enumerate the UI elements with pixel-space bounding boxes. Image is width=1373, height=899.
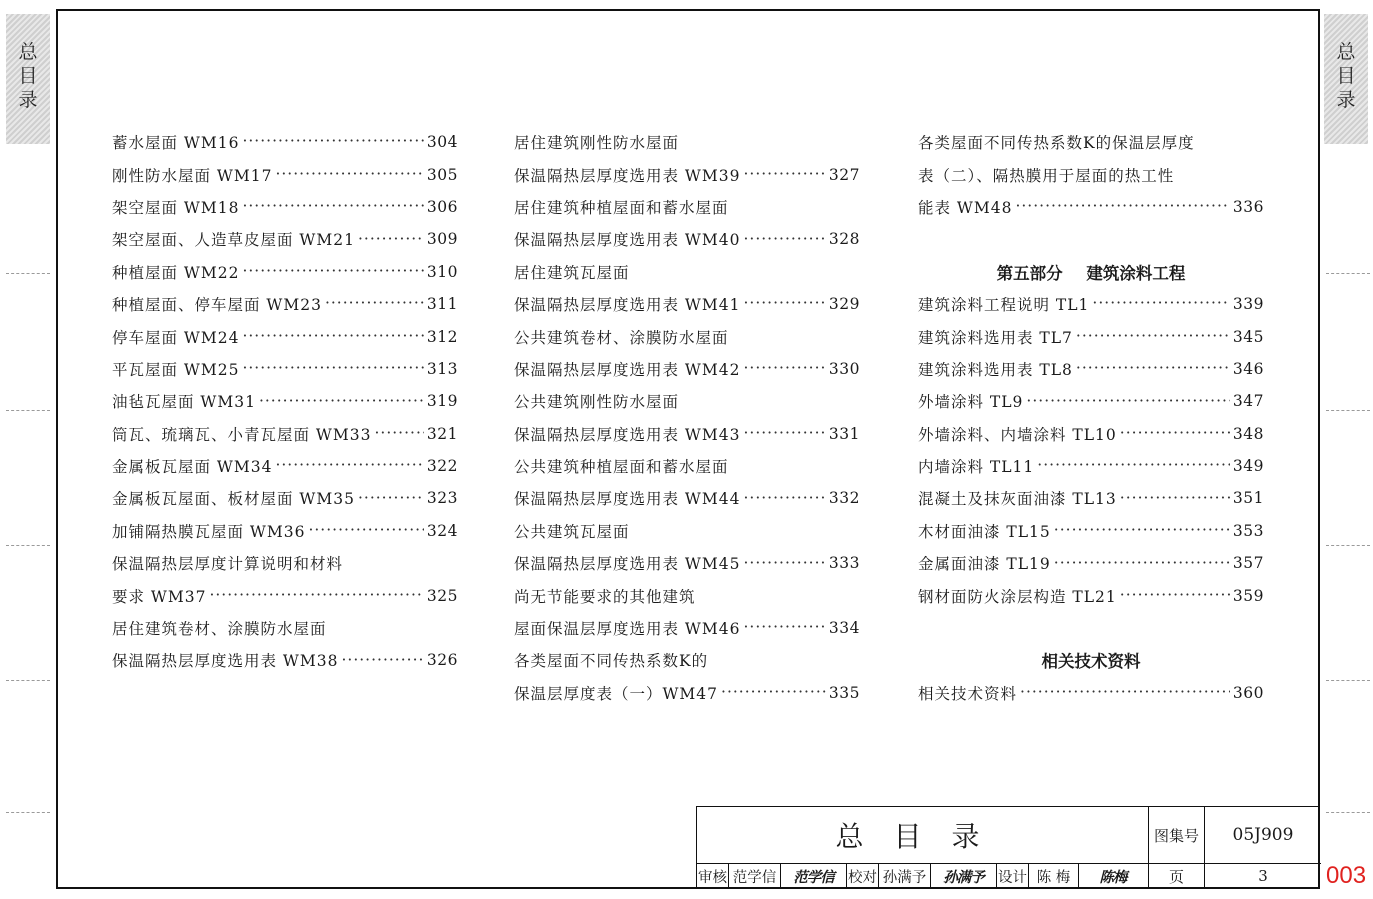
toc-entry-page: 323 [426, 489, 458, 508]
toc-entry [918, 677, 1264, 709]
toc-entry [918, 579, 1264, 611]
toc-leader-dots [1076, 329, 1230, 345]
toc-leader-dots [721, 685, 826, 701]
toc-entry-page: 321 [426, 424, 458, 443]
toc-leader-dots [1026, 394, 1229, 410]
toc-entry-label: 保温隔热层厚度选用表 WM44 [514, 490, 741, 509]
toc-entry-page: 324 [426, 521, 458, 540]
toc-entry-label: 种植屋面 WM22 [112, 263, 240, 282]
toc-leader-dots [209, 588, 423, 604]
toc-entry [514, 644, 860, 676]
side-tab-char: 目 [1336, 65, 1356, 87]
toc-entry [112, 418, 458, 450]
toc-entry-label: 油毡瓦屋面 WM31 [112, 393, 256, 412]
edge-mark [1326, 410, 1370, 411]
checker-name: 孙满予 [879, 864, 931, 888]
designer-name: 陈 梅 [1029, 864, 1079, 888]
toc-leader-dots [358, 232, 424, 248]
signature-row [697, 864, 1149, 888]
toc-entry [112, 450, 458, 482]
toc-leader-dots [743, 232, 825, 248]
toc-leader-dots [242, 329, 423, 345]
toc-entry-label: 架空屋面 WM18 [112, 198, 240, 217]
toc-leader-dots [1037, 458, 1230, 474]
toc-entry-label: 平瓦屋面 WM25 [112, 360, 240, 379]
toc-leader-dots [358, 491, 424, 507]
toc-entry [918, 353, 1264, 385]
toc-entry-page: 310 [426, 262, 458, 281]
toc-entry-page: 332 [828, 489, 860, 508]
toc-entry-label: 外墙涂料、内墙涂料 TL10 [918, 425, 1117, 444]
toc-entry-page: 319 [426, 392, 458, 411]
section-heading: 相关技术资料 [1041, 652, 1141, 672]
toc-entry [112, 353, 458, 385]
toc-entry [514, 418, 860, 450]
toc-entry-label: 钢材面防火涂层构造 TL21 [918, 587, 1117, 606]
toc-entry-page: 305 [426, 165, 458, 184]
toc-entry-label: 金属板瓦屋面、板材屋面 WM35 [112, 490, 355, 509]
toc-spacer [918, 612, 1264, 644]
toc-entry-label: 保温隔热层厚度选用表 WM38 [112, 652, 339, 671]
toc-entry-page: 351 [1232, 489, 1264, 508]
title-block-title: 总目录 [697, 807, 1149, 864]
toc-entry [112, 320, 458, 352]
toc-entry-page: 309 [426, 230, 458, 249]
toc-leader-dots [743, 491, 825, 507]
atlas-label: 图集号 [1149, 807, 1205, 864]
toc-leader-dots [242, 264, 423, 280]
review-label: 审核 [697, 864, 729, 888]
toc-entry-label: 木材面油漆 TL15 [918, 522, 1051, 541]
toc-entry-label: 停车屋面 WM24 [112, 328, 240, 347]
title-block [696, 806, 1320, 889]
toc-entry-page: 331 [828, 424, 860, 443]
toc-leader-dots [743, 556, 825, 572]
toc-entry-label: 保温层厚度表（一）WM47 [514, 684, 719, 703]
toc-entry [112, 644, 458, 676]
check-label: 校对 [847, 864, 879, 888]
toc-entry-page: 345 [1232, 327, 1264, 346]
toc-entry [514, 256, 860, 288]
toc-leader-dots [1054, 523, 1230, 539]
toc-entry-label: 外墙涂料 TL9 [918, 393, 1024, 412]
toc-entry [514, 515, 860, 547]
toc-column-1 [112, 126, 458, 677]
toc-entry-page: 330 [828, 359, 860, 378]
toc-entry-label: 保温隔热层厚度选用表 WM42 [514, 360, 741, 379]
toc-entry-label: 保温隔热层厚度选用表 WM40 [514, 231, 741, 250]
toc-leader-dots [1120, 588, 1230, 604]
toc-leader-dots [743, 167, 825, 183]
toc-entry-label: 公共建筑刚性防水屋面 [514, 393, 680, 412]
toc-leader-dots [1120, 426, 1230, 442]
toc-entry [112, 385, 458, 417]
toc-entry-page: 348 [1232, 424, 1264, 443]
toc-leader-dots [259, 394, 424, 410]
toc-leader-dots [1015, 199, 1229, 215]
toc-entry-page: 312 [426, 327, 458, 346]
toc-leader-dots [1054, 556, 1230, 572]
toc-entry-label: 金属板瓦屋面 WM34 [112, 458, 273, 477]
edge-mark [1326, 812, 1370, 813]
toc-entry-page: 334 [828, 619, 860, 638]
toc-leader-dots [325, 296, 424, 312]
toc-leader-dots [743, 361, 825, 377]
toc-column-2 [514, 126, 860, 709]
toc-entry-page: 347 [1232, 392, 1264, 411]
toc-entry-label: 加铺隔热膜瓦屋面 WM36 [112, 522, 306, 541]
toc-leader-dots [1120, 491, 1230, 507]
toc-leader-dots [242, 361, 423, 377]
toc-leader-dots [242, 199, 423, 215]
toc-entry-label: 公共建筑种植屋面和蓄水屋面 [514, 458, 729, 477]
toc-entry [514, 191, 860, 223]
toc-leader-dots [1020, 685, 1230, 701]
page-label: 页 [1149, 864, 1205, 888]
toc-entry [112, 158, 458, 190]
atlas-number: 05J909 [1205, 807, 1321, 864]
edge-mark [6, 680, 50, 681]
toc-leader-dots [275, 167, 423, 183]
toc-leader-dots [341, 653, 423, 669]
toc-entry-label: 各类屋面不同传热系数K的 [514, 652, 709, 671]
edge-mark [1326, 273, 1370, 274]
edge-mark [6, 273, 50, 274]
toc-entry-label: 居住建筑刚性防水屋面 [514, 134, 680, 153]
toc-entry-label: 保温隔热层厚度选用表 WM43 [514, 425, 741, 444]
toc-entry [112, 223, 458, 255]
toc-entry [514, 547, 860, 579]
toc-leader-dots [1092, 296, 1229, 312]
toc-entry [918, 450, 1264, 482]
toc-entry-label: 混凝土及抹灰面油漆 TL13 [918, 490, 1117, 509]
toc-entry-page: 325 [426, 586, 458, 605]
toc-entry-page: 322 [426, 457, 458, 476]
side-tab-left [6, 14, 50, 144]
toc-entry [112, 126, 458, 158]
reviewer-name: 范学信 [729, 864, 781, 888]
toc-entry-label: 居住建筑瓦屋面 [514, 263, 630, 282]
toc-entry-page: 339 [1232, 295, 1264, 314]
toc-entry-label: 居住建筑种植屋面和蓄水屋面 [514, 198, 729, 217]
edge-mark [1326, 680, 1370, 681]
toc-entry-page: 335 [828, 683, 860, 702]
toc-entry-label: 蓄水屋面 WM16 [112, 134, 240, 153]
toc-entry [514, 482, 860, 514]
side-tab-char: 录 [1336, 89, 1356, 111]
toc-entry-page: 326 [426, 651, 458, 670]
toc-leader-dots [743, 296, 825, 312]
side-tab-right [1324, 14, 1368, 144]
toc-entry [918, 191, 1264, 223]
toc-entry-label: 保温隔热层厚度选用表 WM39 [514, 166, 741, 185]
toc-entry [514, 353, 860, 385]
toc-entry [918, 320, 1264, 352]
toc-leader-dots [743, 620, 825, 636]
toc-entry [514, 288, 860, 320]
toc-entry [112, 515, 458, 547]
toc-leader-dots [743, 426, 825, 442]
side-tab-char: 目 [18, 65, 38, 87]
toc-entry-page: 360 [1232, 683, 1264, 702]
reviewer-signature: 范学信 [781, 864, 847, 888]
toc-entry-label: 公共建筑卷材、涂膜防水屋面 [514, 328, 729, 347]
side-tab-char: 总 [18, 41, 38, 63]
toc-entry-page: 357 [1232, 554, 1264, 573]
toc-entry-label: 建筑涂料选用表 TL7 [918, 328, 1073, 347]
toc-entry [918, 515, 1264, 547]
toc-entry-label: 内墙涂料 TL11 [918, 458, 1035, 477]
edge-mark [6, 812, 50, 813]
toc-column-3 [918, 126, 1264, 709]
toc-entry-label: 屋面保温层厚度选用表 WM46 [514, 620, 741, 639]
edge-mark [1326, 545, 1370, 546]
toc-leader-dots [275, 458, 423, 474]
design-label: 设计 [997, 864, 1029, 888]
toc-entry-label: 各类屋面不同传热系数K的保温层厚度 [918, 134, 1195, 153]
toc-entry [514, 158, 860, 190]
toc-leader-dots [242, 134, 423, 150]
toc-entry-label: 建筑涂料工程说明 TL1 [918, 296, 1090, 315]
toc-entry [514, 450, 860, 482]
toc-entry-label: 保温隔热层厚度选用表 WM41 [514, 296, 741, 315]
toc-entry-label: 保温隔热层厚度计算说明和材料 [112, 555, 344, 574]
toc-entry-label: 保温隔热层厚度选用表 WM45 [514, 555, 741, 574]
toc-entry [918, 158, 1264, 190]
toc-entry-label: 筒瓦、琉璃瓦、小青瓦屋面 WM33 [112, 425, 372, 444]
toc-entry-page: 327 [828, 165, 860, 184]
sheet-number: 003 [1326, 862, 1367, 889]
toc-entry [514, 223, 860, 255]
toc-entry [918, 126, 1264, 158]
toc-entry-label: 要求 WM37 [112, 587, 207, 606]
toc-entry [112, 547, 458, 579]
toc-entry-page: 336 [1232, 197, 1264, 216]
toc-entry [918, 418, 1264, 450]
designer-signature: 陈梅 [1099, 868, 1127, 886]
toc-entry-page: 311 [426, 295, 458, 314]
toc-entry-label: 相关技术资料 [918, 684, 1018, 703]
toc-entry [918, 385, 1264, 417]
toc-entry-label: 表（二）、隔热膜用于屋面的热工性 [918, 166, 1175, 185]
toc-entry-page: 313 [426, 359, 458, 378]
toc-leader-dots [374, 426, 423, 442]
toc-entry-page: 329 [828, 295, 860, 314]
toc-entry [918, 547, 1264, 579]
toc-entry-label: 建筑涂料选用表 TL8 [918, 360, 1073, 379]
toc-entry-label: 刚性防水屋面 WM17 [112, 166, 273, 185]
page-number: 3 [1258, 867, 1268, 885]
edge-mark [6, 545, 50, 546]
toc-entry [514, 612, 860, 644]
toc-entry-page: 306 [426, 197, 458, 216]
toc-entry [112, 288, 458, 320]
toc-entry [112, 256, 458, 288]
checker-signature: 孙满予 [931, 864, 997, 888]
toc-entry-page: 328 [828, 230, 860, 249]
toc-entry [112, 579, 458, 611]
toc-entry-label: 公共建筑瓦屋面 [514, 522, 630, 541]
toc-entry [918, 482, 1264, 514]
toc-entry [514, 579, 860, 611]
toc-entry [112, 482, 458, 514]
side-tab-char: 总 [1336, 41, 1356, 63]
toc-leader-dots [308, 523, 423, 539]
section-heading: 第五部分 建筑涂料工程 [996, 263, 1186, 283]
toc-entry-label: 居住建筑卷材、涂膜防水屋面 [112, 620, 327, 639]
toc-entry-label: 能表 WM48 [918, 198, 1013, 217]
toc-entry [514, 385, 860, 417]
toc-entry [918, 288, 1264, 320]
edge-mark [6, 410, 50, 411]
toc-entry [514, 677, 860, 709]
toc-entry-page: 333 [828, 554, 860, 573]
toc-entry [112, 191, 458, 223]
toc-entry [514, 320, 860, 352]
toc-entry-label: 尚无节能要求的其他建筑 [514, 587, 696, 606]
toc-entry [514, 126, 860, 158]
toc-entry-label: 架空屋面、人造草皮屋面 WM21 [112, 231, 355, 250]
toc-entry-page: 346 [1232, 359, 1264, 378]
toc-entry-page: 349 [1232, 457, 1264, 476]
toc-entry-label: 种植屋面、停车屋面 WM23 [112, 296, 322, 315]
toc-leader-dots [1076, 361, 1230, 377]
toc-entry-page: 353 [1232, 521, 1264, 540]
toc-entry-page: 304 [426, 133, 458, 152]
side-tab-char: 录 [18, 89, 38, 111]
toc-entry-page: 359 [1232, 586, 1264, 605]
toc-entry-label: 金属面油漆 TL19 [918, 555, 1051, 574]
toc-entry [112, 612, 458, 644]
toc-spacer [918, 223, 1264, 255]
